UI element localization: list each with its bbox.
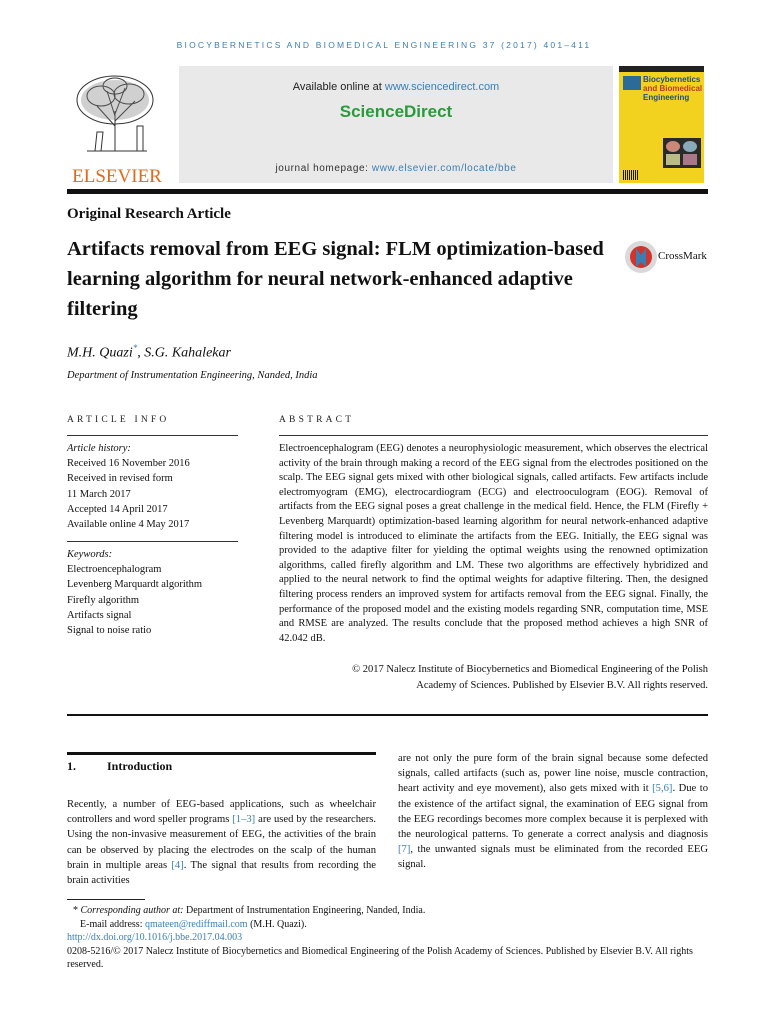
- intro-column-1: [67, 797, 376, 888]
- article-history: [67, 441, 247, 532]
- footnote-rule: [67, 899, 145, 900]
- section-title: Introduction: [107, 759, 173, 773]
- intro-text: , the unwanted signals must be eliminated from the recorded EEG signal.: [398, 844, 708, 871]
- cover-top-band: [619, 66, 704, 72]
- history-item: Available online 4 May 2017: [67, 519, 190, 531]
- history-item: Received in revised form: [67, 473, 173, 485]
- article-info-heading: ARTICLE INFO: [67, 415, 170, 425]
- intro-text: . Due to the existence of the artifact signal, the examination of EEG signal from the EEG recordings becomes more complex because it is perplexed with the neurological patterns. To generate a correct analysis and diagnosis: [398, 783, 708, 841]
- corresponding-text: Department of Instrumentation Engineering, Nanded, India.: [183, 905, 426, 916]
- section-number: 1.: [67, 759, 76, 773]
- author-1: M.H. Quazi: [67, 345, 133, 361]
- body-divider: [67, 714, 708, 716]
- copyright-line-1: © 2017 Nalecz Institute of Biocybernetics and Biomedical Engineering of the Polish: [352, 664, 708, 675]
- elsevier-logo[interactable]: [67, 66, 167, 186]
- elsevier-wordmark: ELSEVIER: [72, 166, 162, 186]
- email-link[interactable]: qmateen@rediffmail.com: [144, 918, 248, 930]
- corresponding-author-note: [67, 904, 717, 918]
- intro-column-2: [398, 751, 708, 873]
- crossmark-badge[interactable]: [624, 240, 714, 274]
- abstract-text: Electroencephalogram (EEG) denotes a neurophysiologic measurement, which observes the electrical activity of the brain through making a record of the EEG signal from the electrodes positioned on the scalp. The EEG signal gets mixed with other biological signals, called artifacts. Few artifacts include electromyogram (EMG), electrocardiogram (ECG) and electrooculogram (EOG). Removal of artifacts from the EEG signal poses a great challenge in the medical field. Hence, the FLM (Firefly + Levenberg Marquardt) optimization-based learning algorithm for neural network-enhanced adaptive filtering model is introduced to eliminate the artifacts from the EEG. Initially, the EEG signal was provided to the adaptive filter for yielding the optimal weights using the renowned optimization algorithms, called firefly algorithm and LM. These two algorithms are effectively hybridized and applied to the neural network to find the optimal weights for adaptive filtering. Then, the designed filtering process renders an improved system for artifacts removal from the EEG signal. Finally, the performance of the proposed model and the existing models regarding SNR, computation time, MSE and RMSE are analyzed. The results conclude that the proposed method achieves a high SNR of 42.042 dB.: [279, 443, 708, 644]
- keyword-item: Signal to noise ratio: [67, 625, 152, 637]
- author-list: [67, 343, 231, 362]
- keyword-item: Firefly algorithm: [67, 594, 140, 606]
- cover-title: [643, 75, 703, 102]
- history-item: Accepted 14 April 2017: [67, 503, 168, 515]
- introduction-heading: [67, 759, 172, 774]
- journal-cover-thumbnail[interactable]: [619, 66, 704, 183]
- citation-link[interactable]: [7]: [398, 844, 411, 856]
- issn-copyright: 0208-5216/© 2017 Nalecz Institute of Biocybernetics and Biomedical Engineering of the Polish Academy of Sciences. Published by Elsevier B.V. All rights reserved.: [67, 945, 693, 970]
- cover-title-line-3: Engineering: [643, 93, 690, 102]
- sciencedirect-logo[interactable]: ScienceDirect: [339, 102, 453, 121]
- intro-text: . The signal that results from recording the brain activities: [67, 859, 376, 887]
- keywords-label: Keywords:: [67, 549, 113, 560]
- abstract-rule: [279, 435, 708, 436]
- intro-text: Recently, a number of EEG-based applications, such as wheelchair controllers and word speller programs: [67, 799, 376, 826]
- keyword-item: Electroencephalogram: [67, 564, 162, 576]
- keyword-item: Levenberg Marquardt algorithm: [67, 579, 203, 591]
- running-header: BIOCYBERNETICS AND BIOMEDICAL ENGINEERING 37 (2017) 401–411: [176, 40, 592, 50]
- article-info-rule: [67, 435, 238, 436]
- abstract-copyright: [279, 662, 708, 694]
- article-title: Artifacts removal from EEG signal: FLM optimization-based learning algorithm for neural network-enhanced adaptive filtering: [67, 238, 604, 320]
- keywords: [67, 547, 247, 638]
- article-type: Original Research Article: [67, 206, 231, 222]
- journal-info-box: [179, 66, 613, 183]
- cover-title-line-1: Biocybernetics: [643, 75, 701, 84]
- citation-link[interactable]: [5,6]: [652, 783, 673, 795]
- journal-homepage-line: [179, 163, 613, 174]
- history-item: 11 March 2017: [67, 488, 131, 500]
- footnote-mark: *: [73, 905, 78, 916]
- cover-title-line-2: and Biomedical: [643, 84, 703, 93]
- author-2: , S.G. Kahalekar: [137, 345, 231, 361]
- email-label: E-mail address:: [80, 918, 145, 930]
- intro-text: are used by the researchers. Using the non-invasive measurement of EEG, the activities of the brain can be observed by placing the electrodes on the scalp of the human brain in multiple areas: [67, 814, 376, 871]
- sciencedirect-link[interactable]: www.sciencedirect.com: [384, 81, 500, 93]
- citation-link[interactable]: [1–3]: [232, 814, 256, 826]
- affiliation: Department of Instrumentation Engineering, Nanded, India: [67, 370, 318, 381]
- cover-image-icon: [663, 138, 701, 168]
- citation-link[interactable]: [4]: [171, 859, 184, 871]
- cover-emblem-icon: [623, 76, 641, 90]
- cover-barcode-icon: [623, 170, 639, 180]
- intro-text: are not only the pure form of the brain signal because some defected signals, called artifacts (such as, power line noise, muscle contraction, heart activity and eye movement), also gets mixed with it: [398, 753, 708, 795]
- email-suffix: (M.H. Quazi).: [247, 918, 307, 930]
- footnotes: [67, 904, 717, 972]
- crossmark-icon: [624, 240, 658, 274]
- journal-homepage-link[interactable]: www.elsevier.com/locate/bbe: [371, 163, 517, 174]
- corresponding-label: Corresponding author at:: [80, 905, 184, 916]
- article-history-label: Article history:: [67, 443, 131, 454]
- crossmark-label: CrossMark: [658, 250, 707, 262]
- email-note: [67, 918, 717, 932]
- corresponding-author-mark[interactable]: *: [132, 343, 138, 353]
- journal-banner: [67, 66, 708, 186]
- copyright-line-2: Academy of Sciences. Published by Elsevier B.V. All rights reserved.: [416, 680, 708, 691]
- doi-link[interactable]: http://dx.doi.org/10.1016/j.bbe.2017.04.003: [67, 932, 243, 943]
- article-info-divider: [67, 541, 238, 542]
- homepage-label: journal homepage:: [275, 163, 372, 174]
- banner-divider: [67, 189, 708, 194]
- abstract-heading: ABSTRACT: [279, 415, 355, 425]
- available-online-label: Available online at: [292, 81, 385, 93]
- section-rule: [67, 752, 376, 755]
- elsevier-tree-icon: [67, 66, 167, 186]
- available-online-line: [179, 81, 613, 93]
- keyword-item: Artifacts signal: [67, 609, 132, 621]
- history-item: Received 16 November 2016: [67, 458, 190, 470]
